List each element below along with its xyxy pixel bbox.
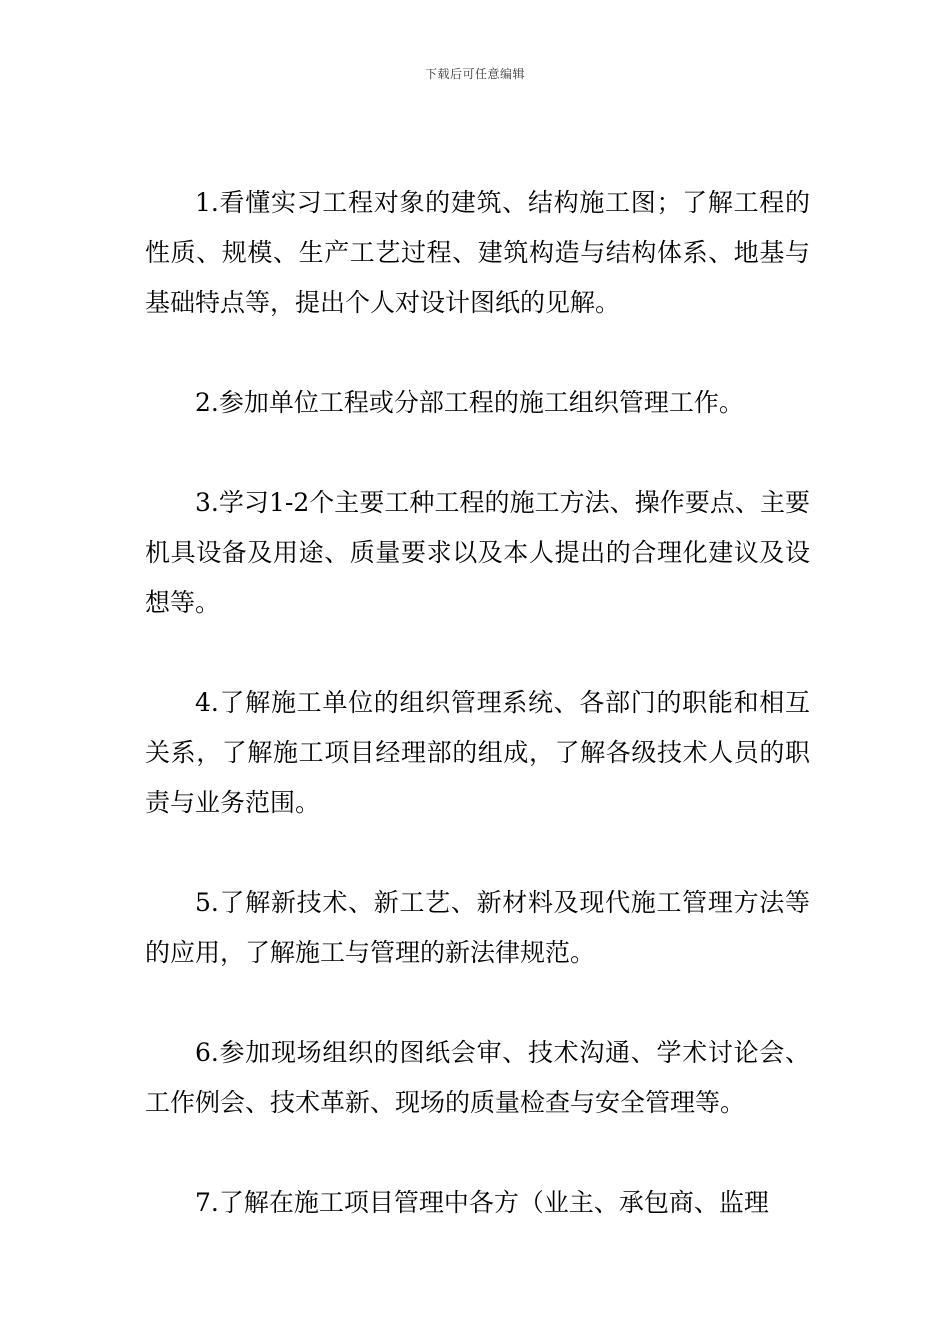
- paragraph-4: 4.了解施工单位的组织管理系统、各部门的职能和相互关系，了解施工项目经理部的组成，了解各级技术人员的职责与业务范围。: [145, 688, 810, 817]
- paragraph-7: 7.了解在施工项目管理中各方（业主、承包商、监理: [195, 1188, 769, 1217]
- header-note: 下载后可任意编辑: [424, 67, 525, 81]
- paragraph-1: 1.看懂实习工程对象的建筑、结构施工图；了解工程的性质、规模、生产工艺过程、建筑构造与结构体系、地基与基础特点等，提出个人对设计图纸的见解。: [145, 188, 810, 317]
- paragraph-5: 5.了解新技术、新工艺、新材料及现代施工管理方法等的应用，了解施工与管理的新法律规范。: [145, 888, 810, 967]
- paragraph-6: 6.参加现场组织的图纸会审、技术沟通、学术讨论会、工作例会、技术革新、现场的质量检查与安全管理等。: [145, 1038, 810, 1117]
- paragraph-2: 2.参加单位工程或分部工程的施工组织管理工作。: [195, 388, 744, 417]
- paragraph-3: 3.学习1-2个主要工种工程的施工方法、操作要点、主要机具设备及用途、质量要求以及本人提出的合理化建议及设想等。: [145, 488, 810, 617]
- document-body: [145, 178, 810, 1228]
